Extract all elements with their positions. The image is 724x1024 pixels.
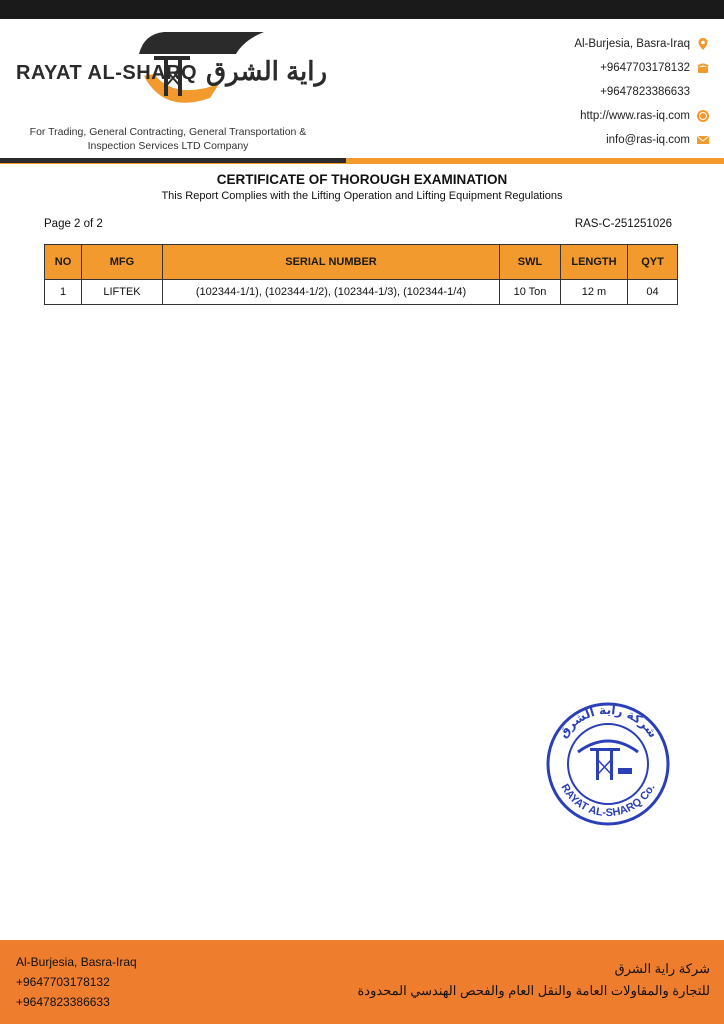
company-name-en: RAYAT AL-SHARQ [16,62,198,84]
footer-company-name-ar: شركة راية الشرق [614,961,710,976]
company-name-ar: راية الشرق [206,56,328,86]
header-length: LENGTH [561,245,628,280]
reference-number: RAS-C-251251026 [574,218,672,230]
stamp-english-text: RAYAT AL-SHARQ Co. [558,782,658,820]
footer-company-ar [358,958,711,1002]
footer-contact [16,952,137,1012]
company-logo [14,26,344,126]
telephone-icon [696,61,710,75]
footer-description-ar: للتجارة والمقاولات العامة والنقل العام والفحص الهندسي المحدودة [357,983,710,998]
footer-bar [0,940,724,1024]
cell-length: 12 m [561,280,628,305]
globe-icon [696,109,710,123]
top-bar [0,0,724,19]
company-tagline: For Trading, General Contracting, General Transportation & Inspection Services LTD Company [29,126,307,152]
cell-mfg: LIFTEK [82,280,163,305]
cell-serial-number: (102344-1/1), (102344-1/2), (102344-1/3), (102344-1/4) [163,280,500,305]
email-link[interactable]: info@ras-iq.com [606,134,690,146]
cell-swl: 10 Ton [500,280,561,305]
table-header-row [45,245,678,280]
header-mfg: MFG [82,245,163,280]
phone2-text: +9647823386633 [600,86,690,98]
document-subtitle: This Report Complies with the Lifting Operation and Lifting Equipment Regulations [161,190,563,202]
header-serial-number: SERIAL NUMBER [163,245,500,280]
contact-phone1-row [574,56,710,80]
website-link[interactable]: http://www.ras-iq.com [580,110,690,122]
contact-email-row [574,128,710,152]
stamp-arabic-text: شركة راية الشرق [555,702,661,741]
contact-block [574,32,710,152]
document-title: CERTIFICATE OF THOROUGH EXAMINATION [216,172,508,187]
location-pin-icon [696,37,710,51]
page-number: Page 2 of 2 [44,218,103,230]
equipment-table [44,244,678,305]
spacer-icon [696,85,710,99]
contact-website-row [574,104,710,128]
contact-address-row [574,32,710,56]
phone1-text: +9647703178132 [600,62,690,74]
envelope-icon [696,133,710,147]
contact-phone2-row [574,80,710,104]
header-qyt: QYT [628,245,678,280]
cell-qyt: 04 [628,280,678,305]
footer-address: Al-Burjesia, Basra-Iraq [16,955,137,969]
table-row [45,280,678,305]
header-swl: SWL [500,245,561,280]
company-stamp [544,700,672,828]
header-no: NO [45,245,82,280]
footer-phone2: +9647823386633 [16,995,110,1009]
footer-phone1: +9647703178132 [16,975,110,989]
cell-no: 1 [45,280,82,305]
address-text: Al-Burjesia, Basra-Iraq [574,38,690,50]
header-divider-thin [0,163,724,164]
